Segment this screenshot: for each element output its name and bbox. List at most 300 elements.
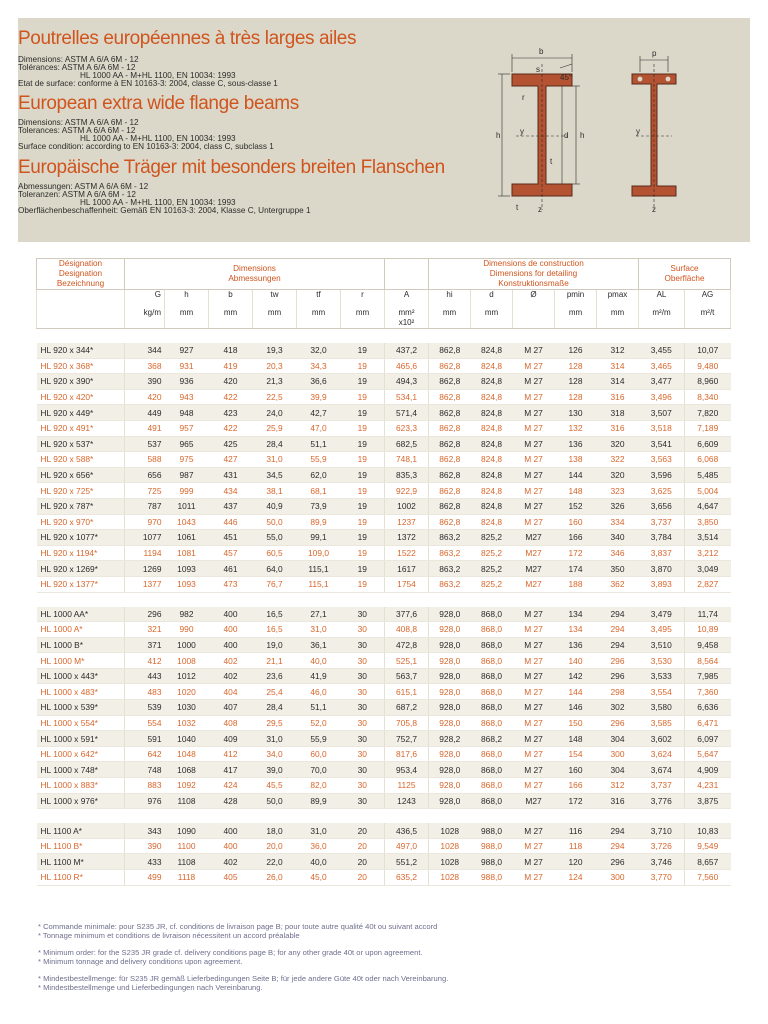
value-cell: 26,0: [253, 870, 297, 886]
value-cell: 1243: [385, 793, 429, 809]
value-cell: 412: [125, 653, 165, 669]
value-cell: 868,0: [471, 793, 513, 809]
value-cell: 868,0: [471, 762, 513, 778]
column-symbol: A: [403, 290, 410, 299]
value-cell: 928,0: [429, 637, 471, 653]
table-row: [37, 823, 731, 838]
table-row: [37, 684, 731, 700]
value-cell: 400: [209, 607, 253, 622]
value-cell: M 27: [513, 343, 555, 358]
value-cell: 431: [209, 467, 253, 483]
value-cell: 39,9: [297, 389, 341, 405]
value-cell: M 27: [513, 762, 555, 778]
value-cell: 21,3: [253, 374, 297, 390]
value-cell: 1011: [165, 498, 209, 514]
value-cell: 473: [209, 576, 253, 592]
value-cell: 1008: [165, 653, 209, 669]
value-cell: 368: [125, 358, 165, 374]
value-cell: 554: [125, 715, 165, 731]
value-cell: 188: [555, 576, 597, 592]
designation-cell: HL 920 x 491*: [37, 420, 125, 436]
value-cell: 1108: [165, 793, 209, 809]
value-cell: 434: [209, 483, 253, 499]
value-cell: 449: [125, 405, 165, 421]
value-cell: 51,1: [297, 436, 341, 452]
header-blank: [385, 259, 429, 290]
value-cell: 19: [341, 467, 385, 483]
value-cell: 931: [165, 358, 209, 374]
value-cell: 862,8: [429, 452, 471, 468]
value-cell: 362: [597, 576, 639, 592]
value-cell: 30: [341, 715, 385, 731]
table-row: [37, 607, 731, 622]
designation-cell: HL 920 x 537*: [37, 436, 125, 452]
value-cell: 144: [555, 467, 597, 483]
value-cell: 150: [555, 715, 597, 731]
value-cell: 73,9: [297, 498, 341, 514]
designation-cell: HL 920 x 588*: [37, 452, 125, 468]
value-cell: 318: [597, 405, 639, 421]
value-cell: 970: [125, 514, 165, 530]
value-cell: 343: [125, 823, 165, 838]
value-cell: 34,5: [253, 467, 297, 483]
value-cell: 862,8: [429, 467, 471, 483]
value-cell: 30: [341, 746, 385, 762]
value-cell: 152: [555, 498, 597, 514]
value-cell: 19: [341, 498, 385, 514]
value-cell: 70,0: [297, 762, 341, 778]
value-cell: 148: [555, 731, 597, 747]
designation-cell: HL 920 x 368*: [37, 358, 125, 374]
value-cell: M 27: [513, 731, 555, 747]
value-cell: 300: [597, 870, 639, 886]
table-row: [37, 731, 731, 747]
value-cell: 975: [165, 452, 209, 468]
value-cell: 8,340: [685, 389, 731, 405]
value-cell: M 27: [513, 467, 555, 483]
value-cell: 418: [209, 343, 253, 358]
value-cell: 20: [341, 823, 385, 838]
value-cell: 128: [555, 374, 597, 390]
value-cell: 304: [597, 731, 639, 747]
diagram-label-45: 45°: [560, 73, 573, 82]
value-cell: 9,480: [685, 358, 731, 374]
designation-cell: HL 920 x 344*: [37, 343, 125, 358]
value-cell: 408: [209, 715, 253, 731]
value-cell: 31,0: [297, 823, 341, 838]
value-cell: 3,507: [639, 405, 685, 421]
designation-cell: HL 1100 R*: [37, 870, 125, 886]
value-cell: 62,0: [297, 467, 341, 483]
value-cell: 314: [597, 374, 639, 390]
value-cell: 687,2: [385, 700, 429, 716]
value-cell: M27: [513, 530, 555, 546]
value-cell: M 27: [513, 684, 555, 700]
value-cell: 99,1: [297, 530, 341, 546]
value-cell: 136: [555, 436, 597, 452]
value-cell: 3,455: [639, 343, 685, 358]
value-cell: 154: [555, 746, 597, 762]
value-cell: 300: [597, 746, 639, 762]
diagram-label-tf: t: [516, 203, 519, 212]
value-cell: 835,3: [385, 467, 429, 483]
value-cell: 824,8: [471, 452, 513, 468]
designation-cell: HL 920 x 787*: [37, 498, 125, 514]
value-cell: 3,514: [685, 530, 731, 546]
value-cell: 3,726: [639, 838, 685, 854]
value-cell: 3,541: [639, 436, 685, 452]
value-cell: 457: [209, 545, 253, 561]
column-symbol: Ø: [530, 290, 537, 299]
value-cell: 423: [209, 405, 253, 421]
value-cell: 623,3: [385, 420, 429, 436]
value-cell: 160: [555, 514, 597, 530]
value-cell: 7,560: [685, 870, 731, 886]
value-cell: M 27: [513, 607, 555, 622]
value-cell: 787: [125, 498, 165, 514]
designation-cell: HL 1000 x 591*: [37, 731, 125, 747]
value-cell: 494,3: [385, 374, 429, 390]
column-symbol: r: [361, 290, 364, 299]
designation-cell: HL 1100 A*: [37, 823, 125, 838]
value-cell: 1012: [165, 668, 209, 684]
value-cell: 3,479: [639, 607, 685, 622]
value-cell: 21,1: [253, 653, 297, 669]
value-cell: 404: [209, 684, 253, 700]
designation-cell: HL 1000 x 443*: [37, 668, 125, 684]
value-cell: M 27: [513, 514, 555, 530]
value-cell: 298: [597, 684, 639, 700]
spec-line: Dimensions: ASTM A 6/A 6M - 12: [18, 55, 139, 64]
value-cell: 19: [341, 358, 385, 374]
value-cell: 19: [341, 530, 385, 546]
value-cell: 987: [165, 467, 209, 483]
column-symbol: pmax: [607, 290, 628, 299]
value-cell: M 27: [513, 700, 555, 716]
value-cell: 1032: [165, 715, 209, 731]
column-header-cell: [555, 290, 597, 329]
table-row: [37, 870, 731, 886]
value-cell: 433: [125, 854, 165, 870]
value-cell: 27,1: [297, 607, 341, 622]
spec-line: Surface condition: according to EN 10163-3: 2004, class C, subclass 1: [18, 142, 274, 151]
value-cell: 422: [209, 420, 253, 436]
value-cell: 497,0: [385, 838, 429, 854]
value-cell: 19: [341, 405, 385, 421]
value-cell: 120: [555, 854, 597, 870]
designation-cell: HL 1000 x 976*: [37, 793, 125, 809]
value-cell: 824,8: [471, 405, 513, 421]
value-cell: M 27: [513, 668, 555, 684]
value-cell: 5,485: [685, 467, 731, 483]
value-cell: 824,8: [471, 498, 513, 514]
value-cell: 40,0: [297, 854, 341, 870]
value-cell: 19: [341, 420, 385, 436]
value-cell: 824,8: [471, 358, 513, 374]
value-cell: 3,893: [639, 576, 685, 592]
value-cell: 19: [341, 514, 385, 530]
value-cell: 446: [209, 514, 253, 530]
value-cell: 443: [125, 668, 165, 684]
value-cell: 36,6: [297, 374, 341, 390]
column-header-cell: [209, 290, 253, 329]
table-row: [37, 854, 731, 870]
value-cell: 748: [125, 762, 165, 778]
value-cell: 124: [555, 870, 597, 886]
value-cell: 115,1: [297, 576, 341, 592]
column-header-cell: [165, 290, 209, 329]
value-cell: 419: [209, 358, 253, 374]
value-cell: 316: [597, 420, 639, 436]
diagram-label-b: b: [539, 47, 544, 56]
value-cell: 437,2: [385, 343, 429, 358]
value-cell: 825,2: [471, 561, 513, 577]
value-cell: 302: [597, 700, 639, 716]
designation-cell: HL 1000 AA*: [37, 607, 125, 622]
diagram-label-z: z: [538, 205, 542, 214]
value-cell: 3,776: [639, 793, 685, 809]
value-cell: 400: [209, 838, 253, 854]
table-row: [37, 622, 731, 638]
value-cell: 1002: [385, 498, 429, 514]
value-cell: 412: [209, 746, 253, 762]
designation-cell: HL 1000 B*: [37, 637, 125, 653]
value-cell: 3,625: [639, 483, 685, 499]
value-cell: 28,4: [253, 436, 297, 452]
header-designation: Désignation Designation Bezeichnung: [37, 259, 125, 290]
group-spacer: [37, 329, 731, 344]
value-cell: 656: [125, 467, 165, 483]
column-header-cell: [429, 290, 471, 329]
value-cell: 999: [165, 483, 209, 499]
value-cell: 7,360: [685, 684, 731, 700]
value-cell: 16,5: [253, 607, 297, 622]
value-cell: 3,875: [685, 793, 731, 809]
value-cell: 9,458: [685, 637, 731, 653]
value-cell: 868,0: [471, 684, 513, 700]
value-cell: 988,0: [471, 823, 513, 838]
value-cell: 3,465: [639, 358, 685, 374]
value-cell: 22,0: [253, 854, 297, 870]
value-cell: 31,0: [253, 731, 297, 747]
value-cell: 50,0: [253, 793, 297, 809]
value-cell: 19,0: [253, 637, 297, 653]
column-symbol: hi: [446, 290, 453, 299]
value-cell: 862,8: [429, 436, 471, 452]
group-spacer: [37, 592, 731, 607]
column-header-cell: [341, 290, 385, 329]
value-cell: 953,4: [385, 762, 429, 778]
value-cell: 928,0: [429, 622, 471, 638]
column-symbol: AL: [656, 290, 667, 299]
table-row: [37, 561, 731, 577]
value-cell: 990: [165, 622, 209, 638]
value-cell: 1077: [125, 530, 165, 546]
designation-cell: HL 920 x 656*: [37, 467, 125, 483]
value-cell: 377,6: [385, 607, 429, 622]
beam-cross-section-diagram: [476, 40, 716, 222]
value-cell: M 27: [513, 637, 555, 653]
table-row: [37, 467, 731, 483]
group-spacer: [37, 809, 731, 824]
value-cell: 294: [597, 637, 639, 653]
table-row: [37, 793, 731, 809]
value-cell: 344: [125, 343, 165, 358]
value-cell: 19: [341, 374, 385, 390]
designation-cell: HL 920 x 725*: [37, 483, 125, 499]
column-unit: mm: [179, 308, 194, 317]
value-cell: 465,6: [385, 358, 429, 374]
value-cell: 436,5: [385, 823, 429, 838]
value-cell: 6,636: [685, 700, 731, 716]
value-cell: 862,8: [429, 343, 471, 358]
value-cell: 936: [165, 374, 209, 390]
designation-cell: HL 920 x 1377*: [37, 576, 125, 592]
value-cell: 928,0: [429, 715, 471, 731]
value-cell: 3,850: [685, 514, 731, 530]
title-english: European extra wide flange beams: [18, 93, 299, 114]
column-symbol: b: [228, 290, 233, 299]
footnote: * Mindestbestellmenge: für S235 JR gemäß Lieferbedingungen Seite B; für jede andere Güte 40t oder nach Vereinbarung.: [38, 974, 449, 983]
value-cell: 537: [125, 436, 165, 452]
value-cell: 25,9: [253, 420, 297, 436]
value-cell: 334: [597, 514, 639, 530]
value-cell: 1048: [165, 746, 209, 762]
value-cell: 588: [125, 452, 165, 468]
footnote: * Minimum tonnage and delivery conditions upon agreement.: [38, 957, 243, 966]
value-cell: 2,827: [685, 576, 731, 592]
value-cell: 130: [555, 405, 597, 421]
value-cell: 19: [341, 576, 385, 592]
value-cell: 45,5: [253, 778, 297, 794]
value-cell: 22,5: [253, 389, 297, 405]
value-cell: 19: [341, 561, 385, 577]
value-cell: 166: [555, 778, 597, 794]
designation-cell: HL 1100 M*: [37, 854, 125, 870]
value-cell: M 27: [513, 405, 555, 421]
table-row: [37, 452, 731, 468]
value-cell: 425: [209, 436, 253, 452]
value-cell: 55,0: [253, 530, 297, 546]
spec-line: Abmessungen: ASTM A 6/A 6M - 12: [18, 182, 149, 191]
value-cell: 863,2: [429, 576, 471, 592]
value-cell: 5,647: [685, 746, 731, 762]
column-unit: mm: [442, 308, 457, 317]
value-cell: 928,0: [429, 607, 471, 622]
designation-cell: HL 920 x 1269*: [37, 561, 125, 577]
value-cell: 326: [597, 498, 639, 514]
column-symbol: tw: [270, 290, 279, 299]
value-cell: 40,9: [253, 498, 297, 514]
column-symbol: G: [154, 290, 161, 299]
diagram-label-tw: t: [550, 157, 553, 166]
column-unit: mm: [355, 308, 370, 317]
value-cell: 23,6: [253, 668, 297, 684]
value-cell: 3,602: [639, 731, 685, 747]
value-cell: 10,83: [685, 823, 731, 838]
value-cell: 868,2: [471, 731, 513, 747]
value-cell: 138: [555, 452, 597, 468]
value-cell: 3,580: [639, 700, 685, 716]
value-cell: 166: [555, 530, 597, 546]
value-cell: 20: [341, 870, 385, 886]
value-cell: 10,07: [685, 343, 731, 358]
column-header-cell: [685, 290, 731, 329]
table-row: [37, 436, 731, 452]
value-cell: 10,89: [685, 622, 731, 638]
value-cell: 126: [555, 343, 597, 358]
column-unit: mm: [223, 308, 238, 317]
column-header-cell: [253, 290, 297, 329]
designation-cell: HL 1000 x 642*: [37, 746, 125, 762]
table-row: [37, 483, 731, 499]
value-cell: 60,0: [297, 746, 341, 762]
value-cell: 817,6: [385, 746, 429, 762]
value-cell: 1237: [385, 514, 429, 530]
value-cell: 539: [125, 700, 165, 716]
value-cell: 7,189: [685, 420, 731, 436]
column-symbol: tf: [316, 290, 321, 299]
column-unit: kg/m: [143, 308, 161, 317]
value-cell: M27: [513, 561, 555, 577]
value-cell: 16,5: [253, 622, 297, 638]
value-cell: 316: [597, 389, 639, 405]
value-cell: 3,212: [685, 545, 731, 561]
table-row: [37, 343, 731, 358]
value-cell: 8,657: [685, 854, 731, 870]
value-cell: 1372: [385, 530, 429, 546]
designation-cell: HL 920 x 1194*: [37, 545, 125, 561]
value-cell: 128: [555, 358, 597, 374]
designation-cell: HL 1000 M*: [37, 653, 125, 669]
value-cell: 863,2: [429, 530, 471, 546]
value-cell: 55,9: [297, 731, 341, 747]
value-cell: 408,8: [385, 622, 429, 638]
value-cell: 1093: [165, 561, 209, 577]
value-cell: 30: [341, 653, 385, 669]
value-cell: 294: [597, 838, 639, 854]
value-cell: 36,1: [297, 637, 341, 653]
value-cell: 928,0: [429, 762, 471, 778]
table-row: [37, 358, 731, 374]
table-row: [37, 530, 731, 546]
value-cell: 1061: [165, 530, 209, 546]
value-cell: 405: [209, 870, 253, 886]
value-cell: 4,647: [685, 498, 731, 514]
value-cell: 30: [341, 778, 385, 794]
value-cell: 1043: [165, 514, 209, 530]
column-symbol: pmin: [566, 290, 585, 299]
value-cell: 705,8: [385, 715, 429, 731]
value-cell: 824,8: [471, 436, 513, 452]
spec-line: Tolerances: ASTM A 6/A 6M - 12: [18, 126, 136, 135]
dimensions-table-container: [36, 258, 730, 886]
value-cell: 1093: [165, 576, 209, 592]
header-dimensions: Dimensions Abmessungen: [125, 259, 385, 290]
value-cell: 25,4: [253, 684, 297, 700]
value-cell: 928,0: [429, 778, 471, 794]
value-cell: 927: [165, 343, 209, 358]
column-unit: mm: [568, 308, 583, 317]
value-cell: 428: [209, 793, 253, 809]
value-cell: 19: [341, 343, 385, 358]
value-cell: 868,0: [471, 746, 513, 762]
designation-cell: HL 920 x 1077*: [37, 530, 125, 546]
value-cell: 32,0: [297, 343, 341, 358]
value-cell: M 27: [513, 374, 555, 390]
value-cell: 19,3: [253, 343, 297, 358]
value-cell: 422: [209, 389, 253, 405]
